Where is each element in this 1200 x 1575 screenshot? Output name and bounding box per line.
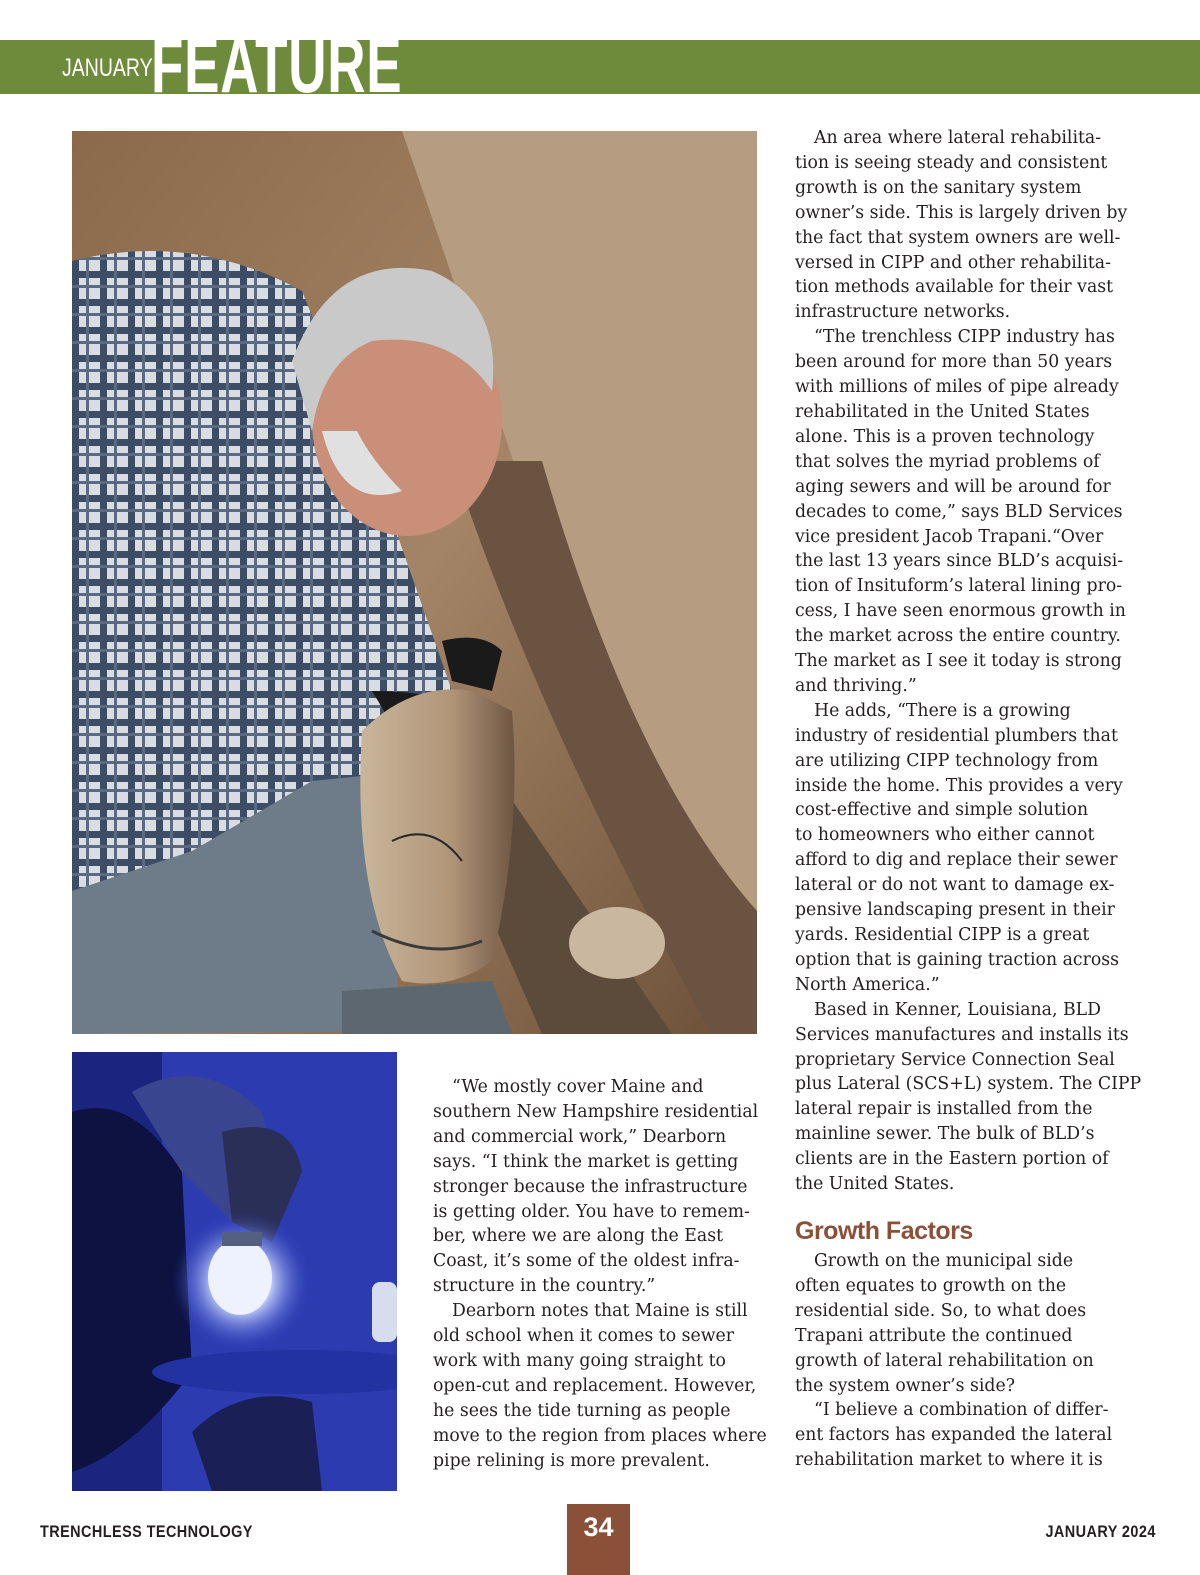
header-month: JANUARY [62, 54, 153, 82]
article-column-right [795, 126, 1142, 1197]
paragraph: “The trenchless CIPP industry has been around for more than 50 years with millions of miles of pipe already rehabilitated in the United States alone. This is a proven technology that solves the myriad problems of aging sewers and will be around for decades to come,” says BLD Services vice president Jacob Trapani.“Over the last 13 years since BLD’s acquisi- tion of Insituform’s lateral lining pro- cess, I have seen enormous growth in the market across the entire country. The market as I see it today is strong and thriving.” [795, 327, 1126, 696]
article-column-right-continued [795, 1249, 1125, 1473]
paragraph: “We mostly cover Maine and southern New Hampshire residential and commercial work,” Dearborn says. “I think the market is getting stronger because the infrastructure is getting older. You have to remem- ber, where we are along the East Coast, it’s some of the oldest infra- structure in the country.” [433, 1077, 759, 1297]
paragraph: Growth on the municipal side often equates to growth on the residential side. So, to what does Trapani attribute the continued growth of lateral rehabilitation on the system owner’s side? [795, 1251, 1094, 1396]
paragraph: Based in Kenner, Louisiana, BLD Services manufactures and installs its proprietary Service Connection Seal plus Lateral (SCS+L) system. The CIPP lateral repair is installed from the mainline sewer. The bulk of BLD’s clients are in the Eastern portion of the United States. [795, 999, 1142, 1195]
page-number: 34 [583, 1512, 614, 1542]
paragraph: Dearborn notes that Maine is still old school when it comes to sewer work with many going straight to open-cut and replacement. However, he sees the tide turning as people move to the region from places where pipe relining is more prevalent. [433, 1301, 767, 1471]
article-column-middle [433, 1075, 767, 1474]
paragraph: He adds, “There is a growing industry of residential plumbers that are utilizing CIPP technology from inside the home. This provides a very cost-effective and simple solution to homeowners who either cannot afford to dig and replace their sewer lateral or do not want to damage ex- pensive landscaping present in their yards. Residential CIPP is a great option that is gaining traction across North America.” [795, 700, 1123, 995]
issue-date: JANUARY 2024 [1045, 1522, 1156, 1541]
section-title: FEATURE [151, 21, 403, 109]
uv-lamp-photo [72, 1052, 397, 1491]
main-photo [72, 131, 757, 1034]
section-subhead: Growth Factors [795, 1217, 973, 1245]
paragraph: An area where lateral rehabilita- tion is seeing steady and consistent growth is on the sanitary system owner’s side. This is largely driven by the fact that system owners are well- versed in CIPP and other rehabilita- tion methods available for their vast infrastructure networks. [795, 128, 1128, 323]
publication-name: TRENCHLESS TECHNOLOGY [40, 1522, 253, 1541]
paragraph: “I believe a combination of differ- ent factors has expanded the lateral rehabilitation market to where it is [795, 1400, 1113, 1471]
